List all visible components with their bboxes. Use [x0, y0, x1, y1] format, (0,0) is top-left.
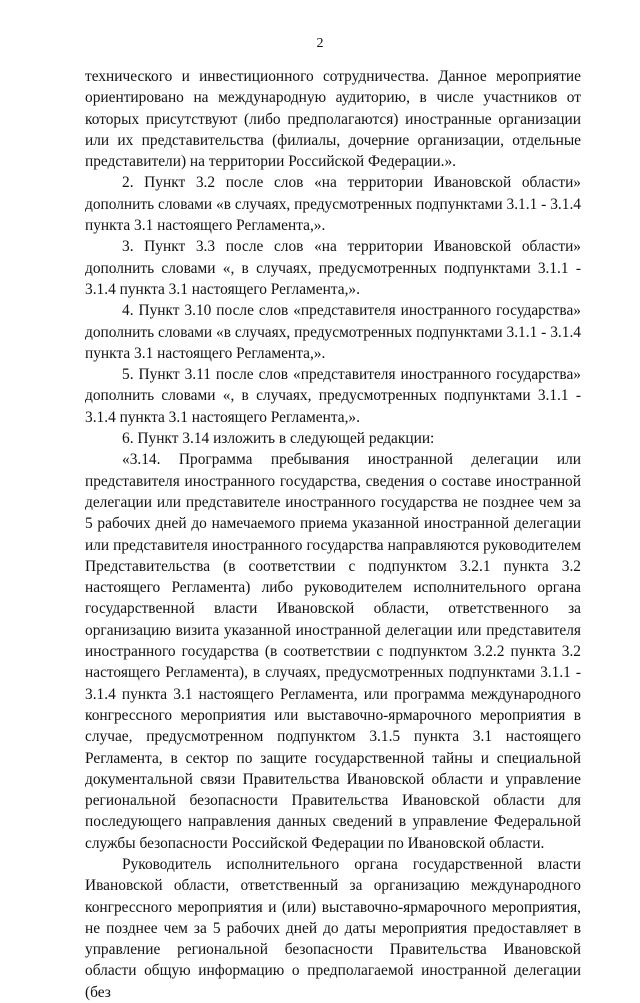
paragraph-head-responsibility: Руководитель исполнительного органа государственной власти Ивановской области, ответственный за организацию международного конгрессного мероприятия и (или) выставочно-ярмарочного мероприятия, не позднее чем за 5 рабочих дней до даты мероприятия предоставляет в управление региональной безопасности Правительства Ивановской области общую информацию о предполагаемой иностранной делегации (без: [85, 855, 581, 1001]
paragraph-item-3: 3. Пункт 3.3 после слов «на территории Ивановской области» дополнить словами «, в случаях, предусмотренных подпунктами 3.1.1 - 3.1.4 пункта 3.1 настоящего Регламента,».: [85, 238, 581, 298]
paragraph-item-2: 2. Пункт 3.2 после слов «на территории Ивановской области» дополнить словами «в случаях, предусмотренных подпунктами 3.1.1 - 3.1.4 пункта 3.1 настоящего Регламента,».: [85, 174, 581, 235]
page-number: 2: [316, 36, 324, 51]
paragraph-item-4: 4. Пункт 3.10 после слов «представителя иностранного государства» дополнить словами «в случаях, предусмотренных подпунктами 3.1.1 - 3.1.4 пункта 3.1 настоящего Регламента,».: [85, 302, 581, 362]
paragraph-clause-3-14: «3.14. Программа пребывания иностранной делегации или представителя иностранного государства, сведения о составе иностранной делегации или представителе иностранного государства не позднее чем за 5 рабочих дней до намечаемого приема указанной иностранной делегации или представителя иностранного государства направляются руководителем Представительства (в соответствии с подпунктом 3.2.1 пункта 3.2 настоящего Регламента) либо руководителем исполнительного органа государственной власти Ивановской области, ответственного за организацию визита указанной иностранной делегации или представителя иностранного государства (в соответствии с подпунктом 3.2.2 пункта 3.2 настоящего Регламента), в случаях, предусмотренных подпунктами 3.1.1 - 3.1.4 пункта 3.1 настоящего Регламента, или программа международного конгрессного мероприятия или выставочно-ярмарочного мероприятия в случае, предусмотренном подпунктом 3.1.5 пункта 3.1 настоящего Регламента, в сектор по защите государственной тайны и специальной документальной связи Правительства Ивановской области и управление региональной безопасности Правительства Ивановской области для последующего направления данных сведений в управление Федеральной службы безопасности Российской Федерации по Ивановской области.: [85, 451, 581, 852]
paragraph-item-6: 6. Пункт 3.14 изложить в следующей редакции:: [122, 430, 435, 448]
document-body: [85, 66, 581, 1003]
paragraph-item-5: 5. Пункт 3.11 после слов «представителя иностранного государства» дополнить словами «, в случаях, предусмотренных подпунктами 3.1.1 - 3.1.4 пункта 3.1 настоящего Регламента,».: [85, 366, 581, 426]
paragraph-continuation: технического и инвестиционного сотрудничества. Данное мероприятие ориентировано на международную аудиторию, в числе участников от которых присутствуют (либо предполагаются) иностранные организации или их представительства (филиалы, дочерние организации, отдельные представители) на территории Российской Федерации.».: [85, 68, 581, 171]
